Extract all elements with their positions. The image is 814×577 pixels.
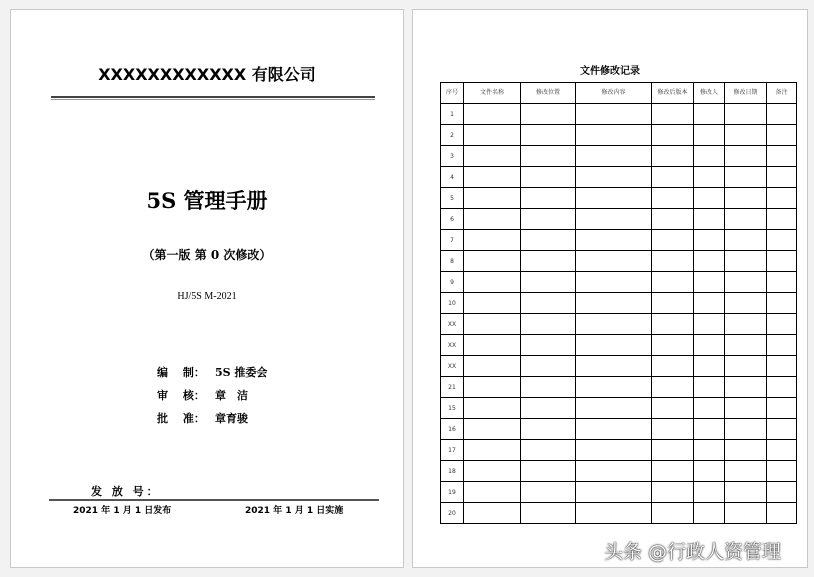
table-cell [521,146,576,167]
table-cell [652,335,694,356]
table-cell [725,482,767,503]
column-header: 备注 [767,83,797,104]
table-cell [521,356,576,377]
table-cell [652,398,694,419]
watermark: 头条 @行政人资管理 [604,541,782,563]
table-cell [767,356,797,377]
table-cell [464,398,521,419]
table-cell [521,461,576,482]
table-row [441,209,797,230]
issue-number: 发 放 号： [91,485,161,498]
table-row [441,398,797,419]
table-cell [694,482,725,503]
table-cell [694,104,725,125]
table-cell [521,293,576,314]
column-header: 文件名称 [464,83,521,104]
table-cell [694,356,725,377]
row-number: 6 [441,209,464,230]
table-cell [576,104,652,125]
row-number: 16 [441,419,464,440]
table-cell [767,398,797,419]
table-cell [464,146,521,167]
table-cell [521,503,576,524]
table-cell [767,209,797,230]
table-cell [521,251,576,272]
table-cell [694,503,725,524]
table-row [441,314,797,335]
table-cell [652,125,694,146]
table-cell [694,209,725,230]
column-header: 序号 [441,83,464,104]
table-cell [725,209,767,230]
signature-reviewed: 审 核： 章 洁 [157,389,248,402]
revision-table [440,82,797,524]
table-row [441,503,797,524]
table-cell [725,146,767,167]
row-number: 7 [441,230,464,251]
table-cell [767,272,797,293]
table-cell [576,272,652,293]
table-cell [652,209,694,230]
table-cell [725,272,767,293]
table-cell [576,503,652,524]
table-cell [767,125,797,146]
table-cell [652,146,694,167]
table-cell [694,377,725,398]
table-cell [521,230,576,251]
table-cell [464,209,521,230]
table-cell [576,461,652,482]
row-number: 1 [441,104,464,125]
table-cell [464,104,521,125]
table-cell [725,503,767,524]
table-cell [767,314,797,335]
table-cell [521,440,576,461]
effective-date: 2021 年 1 月 1 日实施 [245,506,344,516]
row-number: XX [441,314,464,335]
signature-compiled: 编 制： 5S 推委会 [157,366,268,379]
table-cell [464,188,521,209]
table-cell [521,335,576,356]
table-cell [694,188,725,209]
row-number: XX [441,356,464,377]
table-cell [576,230,652,251]
row-number: XX [441,335,464,356]
table-cell [652,272,694,293]
cover-page [10,9,404,568]
table-cell [521,398,576,419]
column-header: 修改后版本 [652,83,694,104]
table-cell [576,335,652,356]
table-cell [464,461,521,482]
row-number: 15 [441,398,464,419]
table-cell [725,461,767,482]
table-cell [652,104,694,125]
table-cell [652,503,694,524]
row-number: 3 [441,146,464,167]
table-cell [694,398,725,419]
column-header: 修改人 [694,83,725,104]
column-header: 修改位置 [521,83,576,104]
table-cell [767,377,797,398]
row-number: 5 [441,188,464,209]
table-cell [767,440,797,461]
table-cell [694,251,725,272]
table-cell [652,356,694,377]
document-code: HJ/5S M-2021 [177,291,237,302]
table-cell [652,419,694,440]
table-cell [694,146,725,167]
row-number: 20 [441,503,464,524]
table-cell [576,146,652,167]
table-row [441,293,797,314]
table-cell [652,230,694,251]
row-number: 8 [441,251,464,272]
table-cell [464,377,521,398]
table-cell [464,314,521,335]
record-title: 文件修改记录 [580,66,640,77]
table-cell [725,398,767,419]
table-cell [464,272,521,293]
table-cell [767,104,797,125]
revision-record-page [412,9,808,568]
table-cell [767,482,797,503]
table-cell [767,419,797,440]
table-cell [521,272,576,293]
table-cell [576,125,652,146]
table-cell [652,251,694,272]
table-row [441,104,797,125]
row-number: 21 [441,377,464,398]
row-number: 19 [441,482,464,503]
table-cell [576,356,652,377]
table-cell [725,356,767,377]
table-cell [652,293,694,314]
table-cell [464,167,521,188]
table-cell [576,314,652,335]
table-cell [725,188,767,209]
table-cell [767,503,797,524]
table-cell [521,209,576,230]
manual-title: 5S 管理手册 [146,188,268,213]
table-cell [464,230,521,251]
table-cell [576,293,652,314]
table-cell [521,419,576,440]
edition: （第一版 第 0 次修改） [142,248,272,262]
table-cell [694,440,725,461]
table-row [441,335,797,356]
table-cell [521,188,576,209]
table-cell [652,377,694,398]
table-cell [725,104,767,125]
table-cell [767,188,797,209]
table-row [441,188,797,209]
table-cell [725,167,767,188]
table-cell [694,314,725,335]
row-number: 10 [441,293,464,314]
table-cell [521,314,576,335]
table-row [441,230,797,251]
table-cell [725,440,767,461]
table-cell [576,398,652,419]
table-cell [725,377,767,398]
table-row [441,440,797,461]
table-row [441,167,797,188]
table-row [441,272,797,293]
table-cell [464,356,521,377]
table-cell [767,461,797,482]
table-cell [464,251,521,272]
table-row [441,356,797,377]
table-cell [694,293,725,314]
table-cell [725,335,767,356]
table-cell [521,125,576,146]
table-cell [576,188,652,209]
table-cell [694,461,725,482]
company-name: XXXXXXXXXXXX 有限公司 [98,65,316,84]
table-row [441,419,797,440]
table-cell [464,440,521,461]
table-cell [725,419,767,440]
table-cell [767,251,797,272]
table-cell [576,251,652,272]
table-cell [464,125,521,146]
table-row [441,377,797,398]
table-cell [576,419,652,440]
table-cell [652,167,694,188]
table-cell [652,440,694,461]
table-cell [521,167,576,188]
table-cell [521,377,576,398]
table-cell [576,377,652,398]
publish-date: 2021 年 1 月 1 日发布 [73,506,172,516]
table-cell [694,125,725,146]
table-cell [576,209,652,230]
table-row [441,482,797,503]
table-cell [725,293,767,314]
table-cell [767,146,797,167]
table-cell [576,167,652,188]
table-cell [694,419,725,440]
table-cell [767,167,797,188]
table-cell [464,335,521,356]
table-cell [694,167,725,188]
table-cell [652,314,694,335]
table-cell [725,314,767,335]
table-cell [767,230,797,251]
signature-approved: 批 准： 章育骏 [157,412,248,425]
table-cell [464,293,521,314]
table-cell [464,503,521,524]
row-number: 18 [441,461,464,482]
table-cell [694,335,725,356]
footer-divider [49,499,379,501]
table-row [441,461,797,482]
header-divider [51,96,375,100]
table-cell [576,440,652,461]
table-cell [652,482,694,503]
column-header: 修改内容 [576,83,652,104]
table-cell [694,230,725,251]
column-header: 修改日期 [725,83,767,104]
table-cell [694,272,725,293]
table-cell [521,482,576,503]
row-number: 17 [441,440,464,461]
table-cell [725,251,767,272]
table-row [441,251,797,272]
row-number: 4 [441,167,464,188]
table-cell [464,482,521,503]
table-cell [652,461,694,482]
table-row [441,146,797,167]
table-cell [521,104,576,125]
table-cell [652,188,694,209]
table-cell [767,293,797,314]
table-cell [464,419,521,440]
table-cell [767,335,797,356]
table-row [441,125,797,146]
table-cell [725,125,767,146]
table-cell [725,230,767,251]
row-number: 9 [441,272,464,293]
row-number: 2 [441,125,464,146]
table-cell [576,482,652,503]
